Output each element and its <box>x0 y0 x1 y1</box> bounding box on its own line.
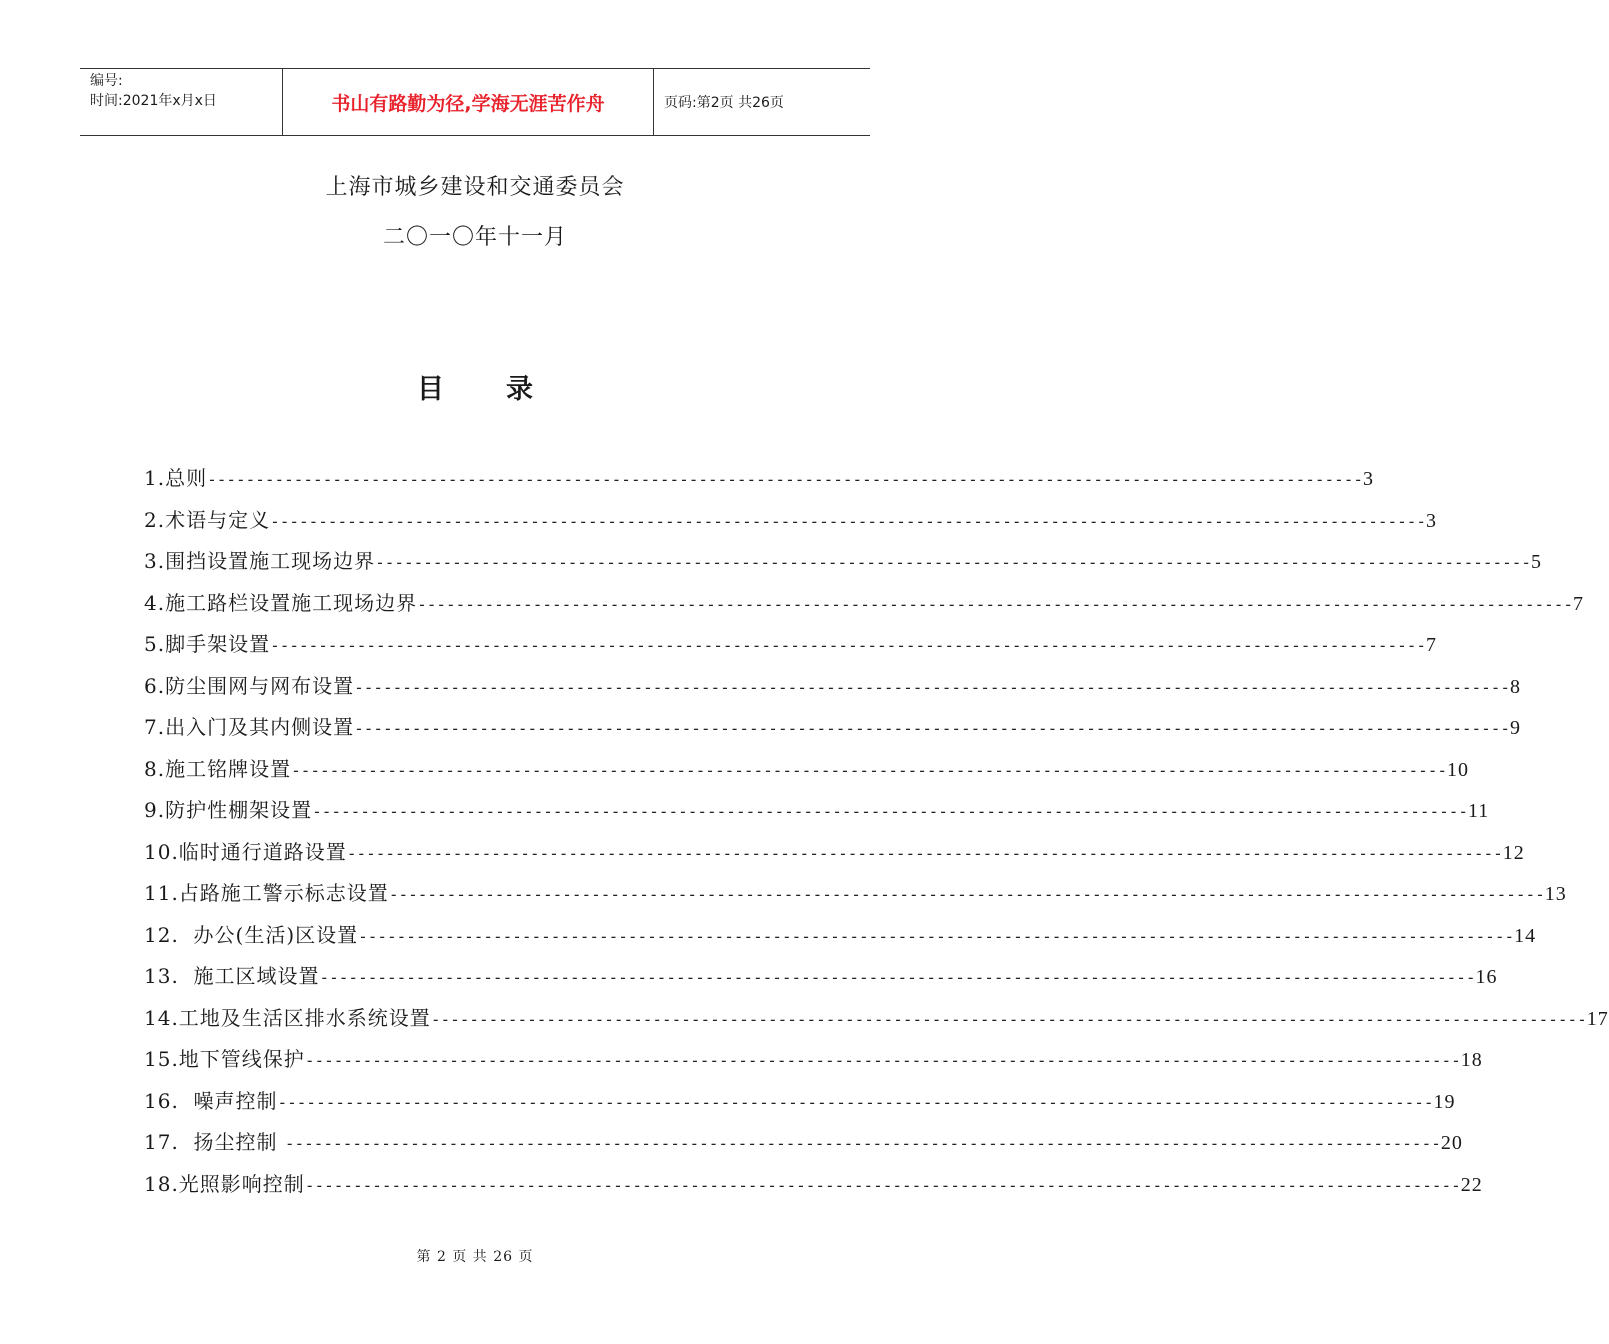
toc-entry-page: 3 <box>1363 468 1375 490</box>
page-header <box>80 68 870 136</box>
toc-entry[interactable] <box>144 462 1375 504</box>
toc-entry-page: 9 <box>1510 717 1522 739</box>
toc-heading-part2: 录 <box>506 374 533 405</box>
toc-dot-leader: ------------------------------------------------------------------------------------------------------------------------ <box>388 885 1545 904</box>
toc-entry-label: 13. 施工区域设置 <box>144 964 320 988</box>
toc-dot-leader: ------------------------------------------------------------------------------------------------------------------------ <box>270 636 1427 655</box>
toc-entry-page: 12 <box>1502 841 1525 864</box>
toc-entry-label: 2.术语与定义 <box>144 507 271 532</box>
toc-heading-part1: 目 <box>417 374 444 405</box>
toc-entry[interactable] <box>144 628 1438 670</box>
toc-entry-page: 8 <box>1510 675 1522 698</box>
table-of-contents <box>144 462 1609 1209</box>
toc-dot-leader: ------------------------------------------------------------------------------------------------------------------------ <box>312 802 1469 821</box>
toc-entry[interactable] <box>144 960 1498 1002</box>
toc-entry-page: 7 <box>1426 634 1438 656</box>
toc-entry-label: 16. 噪声控制 <box>144 1088 278 1113</box>
toc-entry-page: 5 <box>1531 551 1543 573</box>
toc-entry[interactable] <box>144 1043 1483 1085</box>
organization-name: 上海市城乡建设和交通委员会 <box>325 175 625 200</box>
toc-entry-label: 15.地下管线保护 <box>144 1047 305 1071</box>
toc-entry-page: 17 <box>1586 1007 1609 1030</box>
toc-entry-label: 7.出入门及其内侧设置 <box>144 715 355 739</box>
toc-dot-leader: ------------------------------------------------------------------------------------------------------------------------ <box>270 511 1427 531</box>
toc-entry-label: 3.围挡设置施工现场边界 <box>144 549 376 573</box>
toc-dot-leader: ------------------------------------------------------------------------------------------------------------------------ <box>291 760 1448 780</box>
toc-dot-leader: ------------------------------------------------------------------------------------------------------------------------ <box>375 553 1532 572</box>
toc-dot-leader: ------------------------------------------------------------------------------------------------------------------------ <box>284 1134 1441 1153</box>
document-number-label: 编号: <box>90 73 123 89</box>
toc-dot-leader: ------------------------------------------------------------------------------------------------------------------------ <box>358 926 1515 946</box>
publication-date: 二〇一〇年十一月 <box>382 225 567 250</box>
toc-dot-leader: ------------------------------------------------------------------------------------------------------------------------ <box>354 719 1511 738</box>
toc-dot-leader: ------------------------------------------------------------------------------------------------------------------------ <box>277 1092 1434 1112</box>
toc-entry-label: 1.总则 <box>144 466 208 490</box>
header-meta <box>80 69 282 135</box>
toc-entry-label: 11.占路施工警示标志设置 <box>144 881 389 905</box>
toc-entry-label: 8.施工铭牌设置 <box>144 756 292 781</box>
toc-entry[interactable] <box>144 1002 1609 1044</box>
toc-entry-page: 22 <box>1460 1173 1483 1196</box>
toc-entry[interactable] <box>144 587 1585 629</box>
header-motto: 书山有路勤为径,学海无涯苦作舟 <box>282 69 654 135</box>
toc-entry-page: 18 <box>1460 1049 1483 1071</box>
toc-entry[interactable] <box>144 545 1543 587</box>
toc-dot-leader: ------------------------------------------------------------------------------------------------------------------------ <box>417 594 1574 614</box>
toc-dot-leader: ------------------------------------------------------------------------------------------------------------------------ <box>319 968 1476 987</box>
toc-entry-page: 16 <box>1475 966 1498 988</box>
toc-dot-leader: ------------------------------------------------------------------------------------------------------------------------ <box>304 1175 1461 1195</box>
toc-entry-label: 4.施工路栏设置施工现场边界 <box>144 590 418 615</box>
toc-entry[interactable] <box>144 504 1438 546</box>
toc-entry-page: 14 <box>1514 924 1537 947</box>
header-page-info: 页码:第2页 共26页 <box>664 95 784 111</box>
toc-entry-label: 10.临时通行道路设置 <box>144 839 347 864</box>
toc-entry-page: 13 <box>1544 883 1567 905</box>
toc-dot-leader: ------------------------------------------------------------------------------------------------------------------------ <box>207 470 1364 489</box>
toc-entry[interactable] <box>144 919 1537 961</box>
toc-entry[interactable] <box>144 877 1567 919</box>
toc-heading <box>0 367 950 406</box>
toc-dot-leader: ------------------------------------------------------------------------------------------------------------------------ <box>346 843 1503 863</box>
toc-dot-leader: ------------------------------------------------------------------------------------------------------------------------ <box>354 677 1511 697</box>
toc-entry[interactable] <box>144 794 1490 836</box>
toc-entry-page: 20 <box>1440 1132 1463 1154</box>
toc-entry-label: 17. 扬尘控制 <box>144 1130 285 1154</box>
toc-entry-label: 9.防护性棚架设置 <box>144 798 313 822</box>
toc-entry[interactable] <box>144 670 1522 712</box>
toc-entry-page: 11 <box>1468 800 1490 822</box>
page-footer: 第 2 页 共 26 页 <box>416 1249 534 1265</box>
toc-entry-label: 12. 办公(生活)区设置 <box>144 922 359 947</box>
toc-entry-label: 6.防尘围网与网布设置 <box>144 673 355 698</box>
toc-dot-leader: ------------------------------------------------------------------------------------------------------------------------ <box>304 1051 1461 1070</box>
toc-entry[interactable] <box>144 1168 1483 1210</box>
toc-entry[interactable] <box>144 711 1522 753</box>
toc-entry-page: 7 <box>1573 592 1585 615</box>
toc-entry-label: 18.光照影响控制 <box>144 1171 305 1196</box>
toc-dot-leader: ------------------------------------------------------------------------------------------------------------------------ <box>430 1009 1587 1029</box>
document-time-label: 时间:2021年x月x日 <box>90 93 217 109</box>
toc-entry-page: 19 <box>1433 1090 1456 1113</box>
toc-entry-page: 3 <box>1426 509 1438 532</box>
toc-entry-label: 5.脚手架设置 <box>144 632 271 656</box>
toc-entry[interactable] <box>144 1085 1456 1127</box>
toc-entry[interactable] <box>144 753 1470 795</box>
toc-entry-page: 10 <box>1447 758 1470 781</box>
toc-entry[interactable] <box>144 1126 1463 1168</box>
toc-entry[interactable] <box>144 836 1525 878</box>
toc-entry-label: 14.工地及生活区排水系统设置 <box>144 1005 431 1030</box>
